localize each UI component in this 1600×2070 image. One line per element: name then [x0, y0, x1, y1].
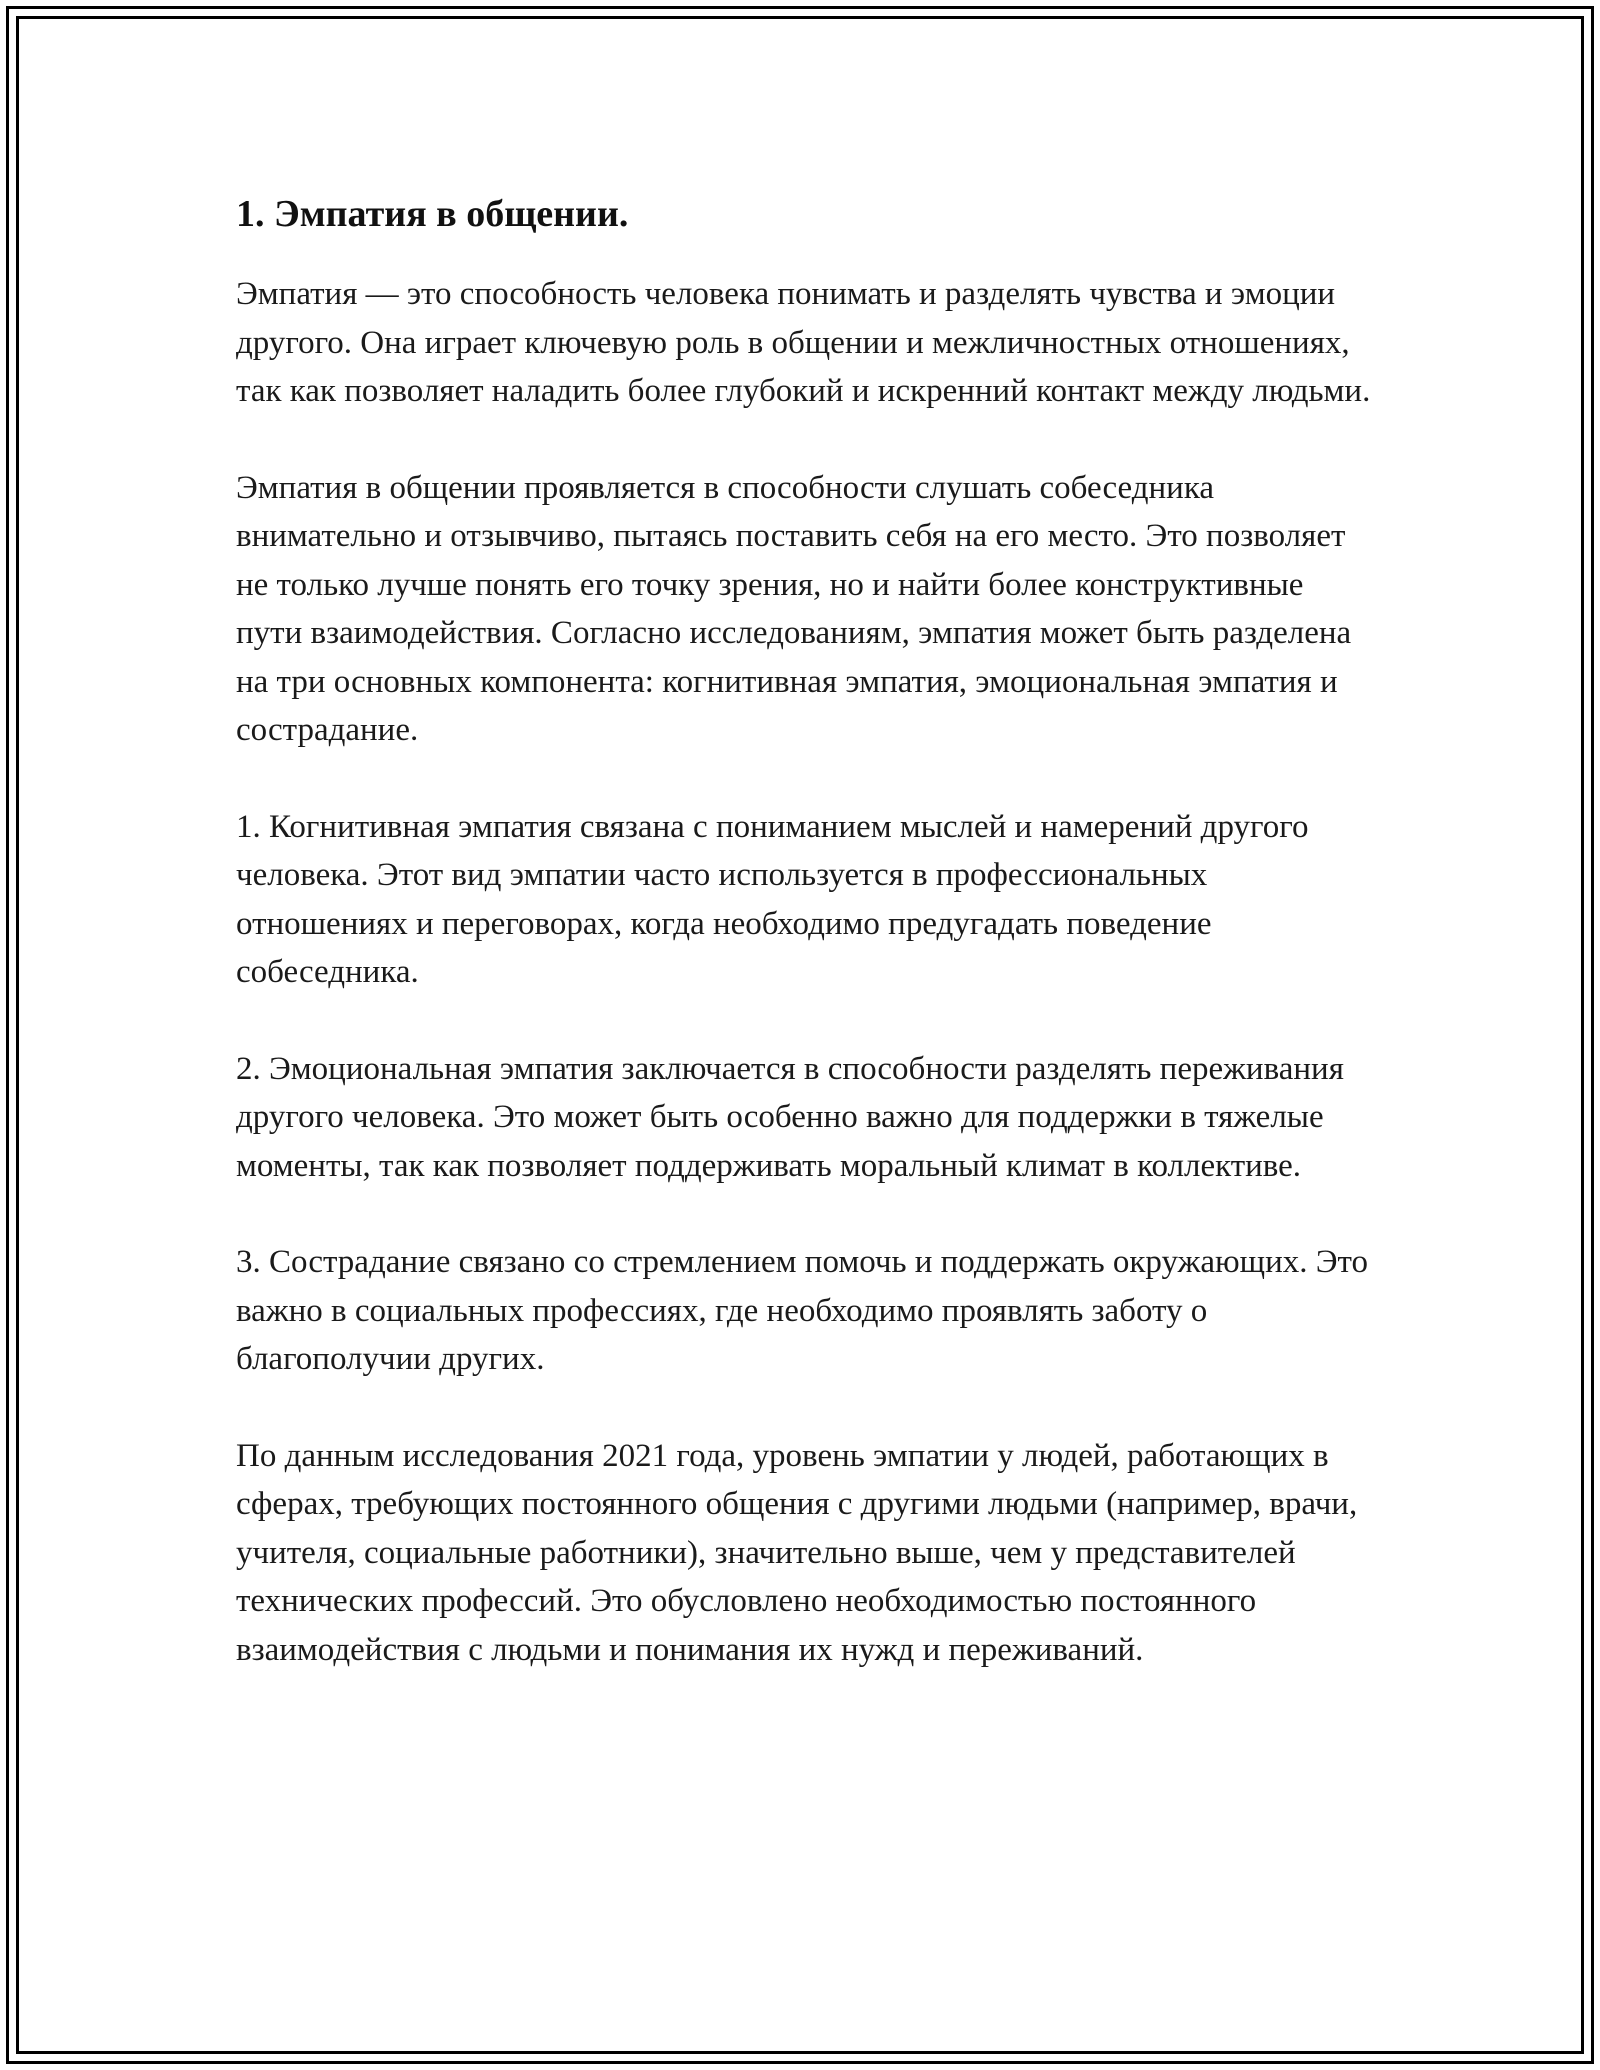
paragraph-research-2021: По данным исследования 2021 года, уровень эмпатии у людей, работающих в сферах, требующих постоянного общения с другими людьми (например, врачи, учителя, социальные работники), значительно выше, чем у представителей технических профессий. Это обусловлено необходимостью постоянного взаимодействия с людьми и понимания их нужд и переживаний.	[236, 1437, 1358, 1668]
paragraph-definition: Эмпатия — это способность человека понимать и разделять чувства и эмоции другого. Она играет ключевую роль в общении и межличностных отношениях, так как позволяет наладить более глубокий и искренний контакт между людьми.	[236, 276, 1371, 409]
section-heading: 1. Эмпатия в общении.	[236, 193, 629, 235]
paragraph-components: Эмпатия в общении проявляется в способности слушать собеседника внимательно и отзывчиво, пытаясь поставить себя на его место. Это позволяет не только лучше понять его точку зрения, но и найти более конструктивные пути взаимодействия. Согласно исследованиям, эмпатия может быть разделена на три основных компонента: когнитивная эмпатия, эмоциональная эмпатия и сострадание.	[236, 469, 1352, 748]
paragraph-compassion: 3. Сострадание связано со стремлением помочь и поддержать окружающих. Это важно в социальных профессиях, где необходимо проявлять заботу о благополучии других.	[236, 1244, 1369, 1377]
paragraph-emotional-empathy: 2. Эмоциональная эмпатия заключается в способности разделять переживания другого человека. Это может быть особенно важно для поддержки в тяжелые моменты, так как позволяет поддерживать моральный климат в коллективе.	[236, 1050, 1344, 1184]
document-body	[236, 186, 1376, 1674]
paragraph-cognitive-empathy: 1. Когнитивная эмпатия связана с пониманием мыслей и намерений другого человека. Этот вид эмпатии часто используется в профессиональных отношениях и переговорах, когда необходимо предугадать поведение собеседника.	[236, 808, 1309, 990]
